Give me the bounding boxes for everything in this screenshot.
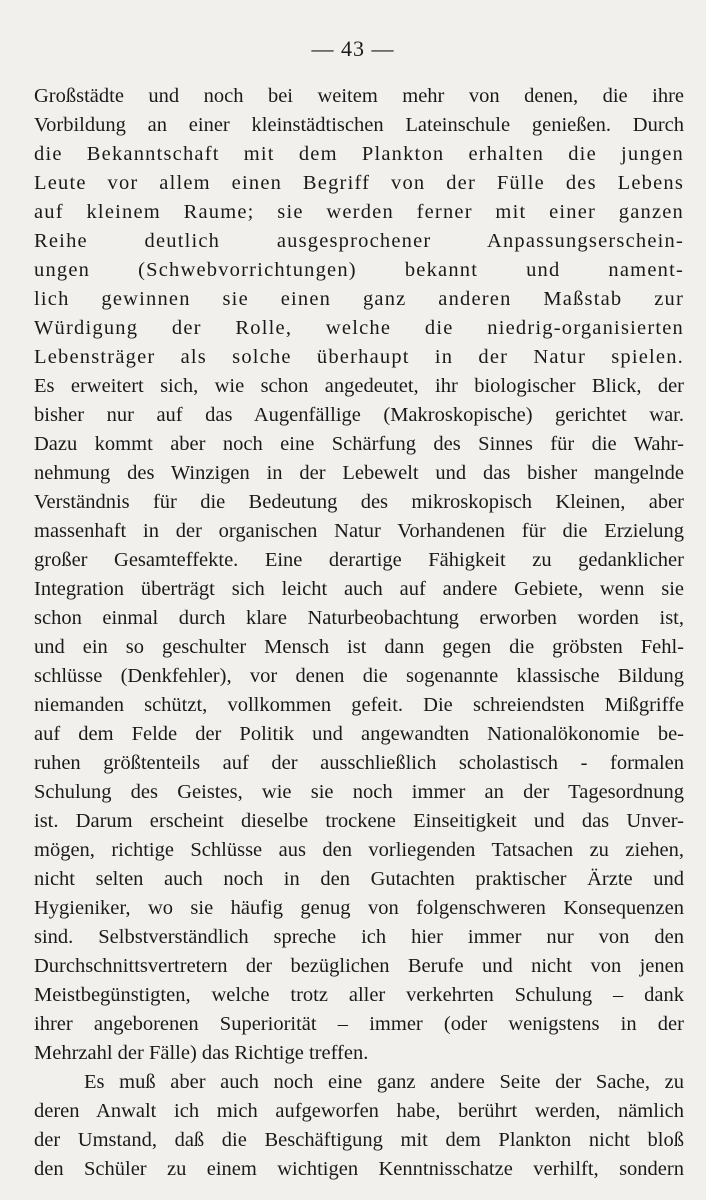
text-line: deren Anwalt ich mich aufgeworfen habe, berührt werden, nämlich	[34, 1100, 684, 1122]
text-line: Meistbegünstigten, welche trotz aller verkehrten Schulung – dank	[34, 984, 684, 1006]
text-line: Dazu kommt aber noch eine Schärfung des Sinnes für die Wahr-	[34, 433, 684, 455]
text-line: Großstädte und noch bei weitem mehr von denen, die ihre	[34, 85, 684, 107]
text-line: Hygieniker, wo sie häufig genug von folgenschweren Konsequenzen	[34, 897, 684, 919]
text-line: den Schüler zu einem wichtigen Kenntnisschatze verhilft, sondern	[34, 1158, 684, 1180]
text-line: bisher nur auf das Augenfällige (Makroskopische) gerichtet war.	[34, 404, 684, 426]
text-line: mögen, richtige Schlüsse aus den vorliegenden Tatsachen zu ziehen,	[34, 839, 684, 861]
text-line: sind. Selbstverständlich spreche ich hier immer nur von den	[34, 926, 684, 948]
text-line: und ein so geschulter Mensch ist dann gegen die gröbsten Fehl-	[34, 636, 684, 658]
text-line: ruhen größtenteils auf der ausschließlich scholastisch - formalen	[34, 752, 684, 774]
text-line: schon einmal durch klare Naturbeobachtung erworben worden ist,	[34, 607, 684, 629]
text-line: Es muß aber auch noch eine ganz andere Seite der Sache, zu	[84, 1071, 684, 1093]
text-line: nicht selten auch noch in den Gutachten praktischer Ärzte und	[34, 868, 684, 890]
text-line: auf dem Felde der Politik und angewandten Nationalökonomie be-	[34, 723, 684, 745]
text-line: ist. Darum erscheint dieselbe trockene Einseitigkeit und das Unver-	[34, 810, 684, 832]
text-line: Verständnis für die Bedeutung des mikroskopisch Kleinen, aber	[34, 491, 684, 513]
text-line: Durchschnittsvertretern der bezüglichen Berufe und nicht von jenen	[34, 955, 684, 977]
text-line: Mehrzahl der Fälle) das Richtige treffen.	[34, 1042, 369, 1064]
text-line: Reihe deutlich ausgesprochener Anpassungserschein-	[34, 230, 684, 252]
text-line: Vorbildung an einer kleinstädtischen Lateinschule genießen. Durch	[34, 114, 684, 136]
text-line: ihrer angeborenen Superiorität – immer (oder wenigstens in der	[34, 1013, 684, 1035]
text-line: nehmung des Winzigen in der Lebewelt und das bisher mangelnde	[34, 462, 684, 484]
text-line: Würdigung der Rolle, welche die niedrig-organisierten	[34, 317, 684, 339]
text-line: schlüsse (Denkfehler), vor denen die sogenannte klassische Bildung	[34, 665, 684, 687]
text-line: Leute vor allem einen Begriff von der Fülle des Lebens	[34, 172, 684, 194]
text-line: massenhaft in der organischen Natur Vorhandenen für die Erzielung	[34, 520, 684, 542]
text-line: Integration überträgt sich leicht auch auf andere Gebiete, wenn sie	[34, 578, 684, 600]
page-number: — 43 —	[311, 36, 395, 61]
text-line: der Umstand, daß die Beschäftigung mit dem Plankton nicht bloß	[34, 1129, 684, 1151]
body-text	[34, 82, 684, 1184]
text-line: auf kleinem Raume; sie werden ferner mit einer ganzen	[34, 201, 684, 223]
text-line: Es erweitert sich, wie schon angedeutet, ihr biologischer Blick, der	[34, 375, 684, 397]
text-line: niemanden schützt, vollkommen gefeit. Die schreiendsten Mißgriffe	[34, 694, 684, 716]
text-line: Schulung des Geistes, wie sie noch immer an der Tagesordnung	[34, 781, 684, 803]
text-line: ungen (Schwebvorrichtungen) bekannt und nament-	[34, 259, 684, 281]
text-line: die Bekanntschaft mit dem Plankton erhalten die jungen	[34, 143, 684, 165]
text-line: lich gewinnen sie einen ganz anderen Maßstab zur	[34, 288, 684, 310]
text-line: großer Gesamteffekte. Eine derartige Fähigkeit zu gedanklicher	[34, 549, 684, 571]
text-line: Lebensträger als solche überhaupt in der Natur spielen.	[34, 346, 684, 368]
